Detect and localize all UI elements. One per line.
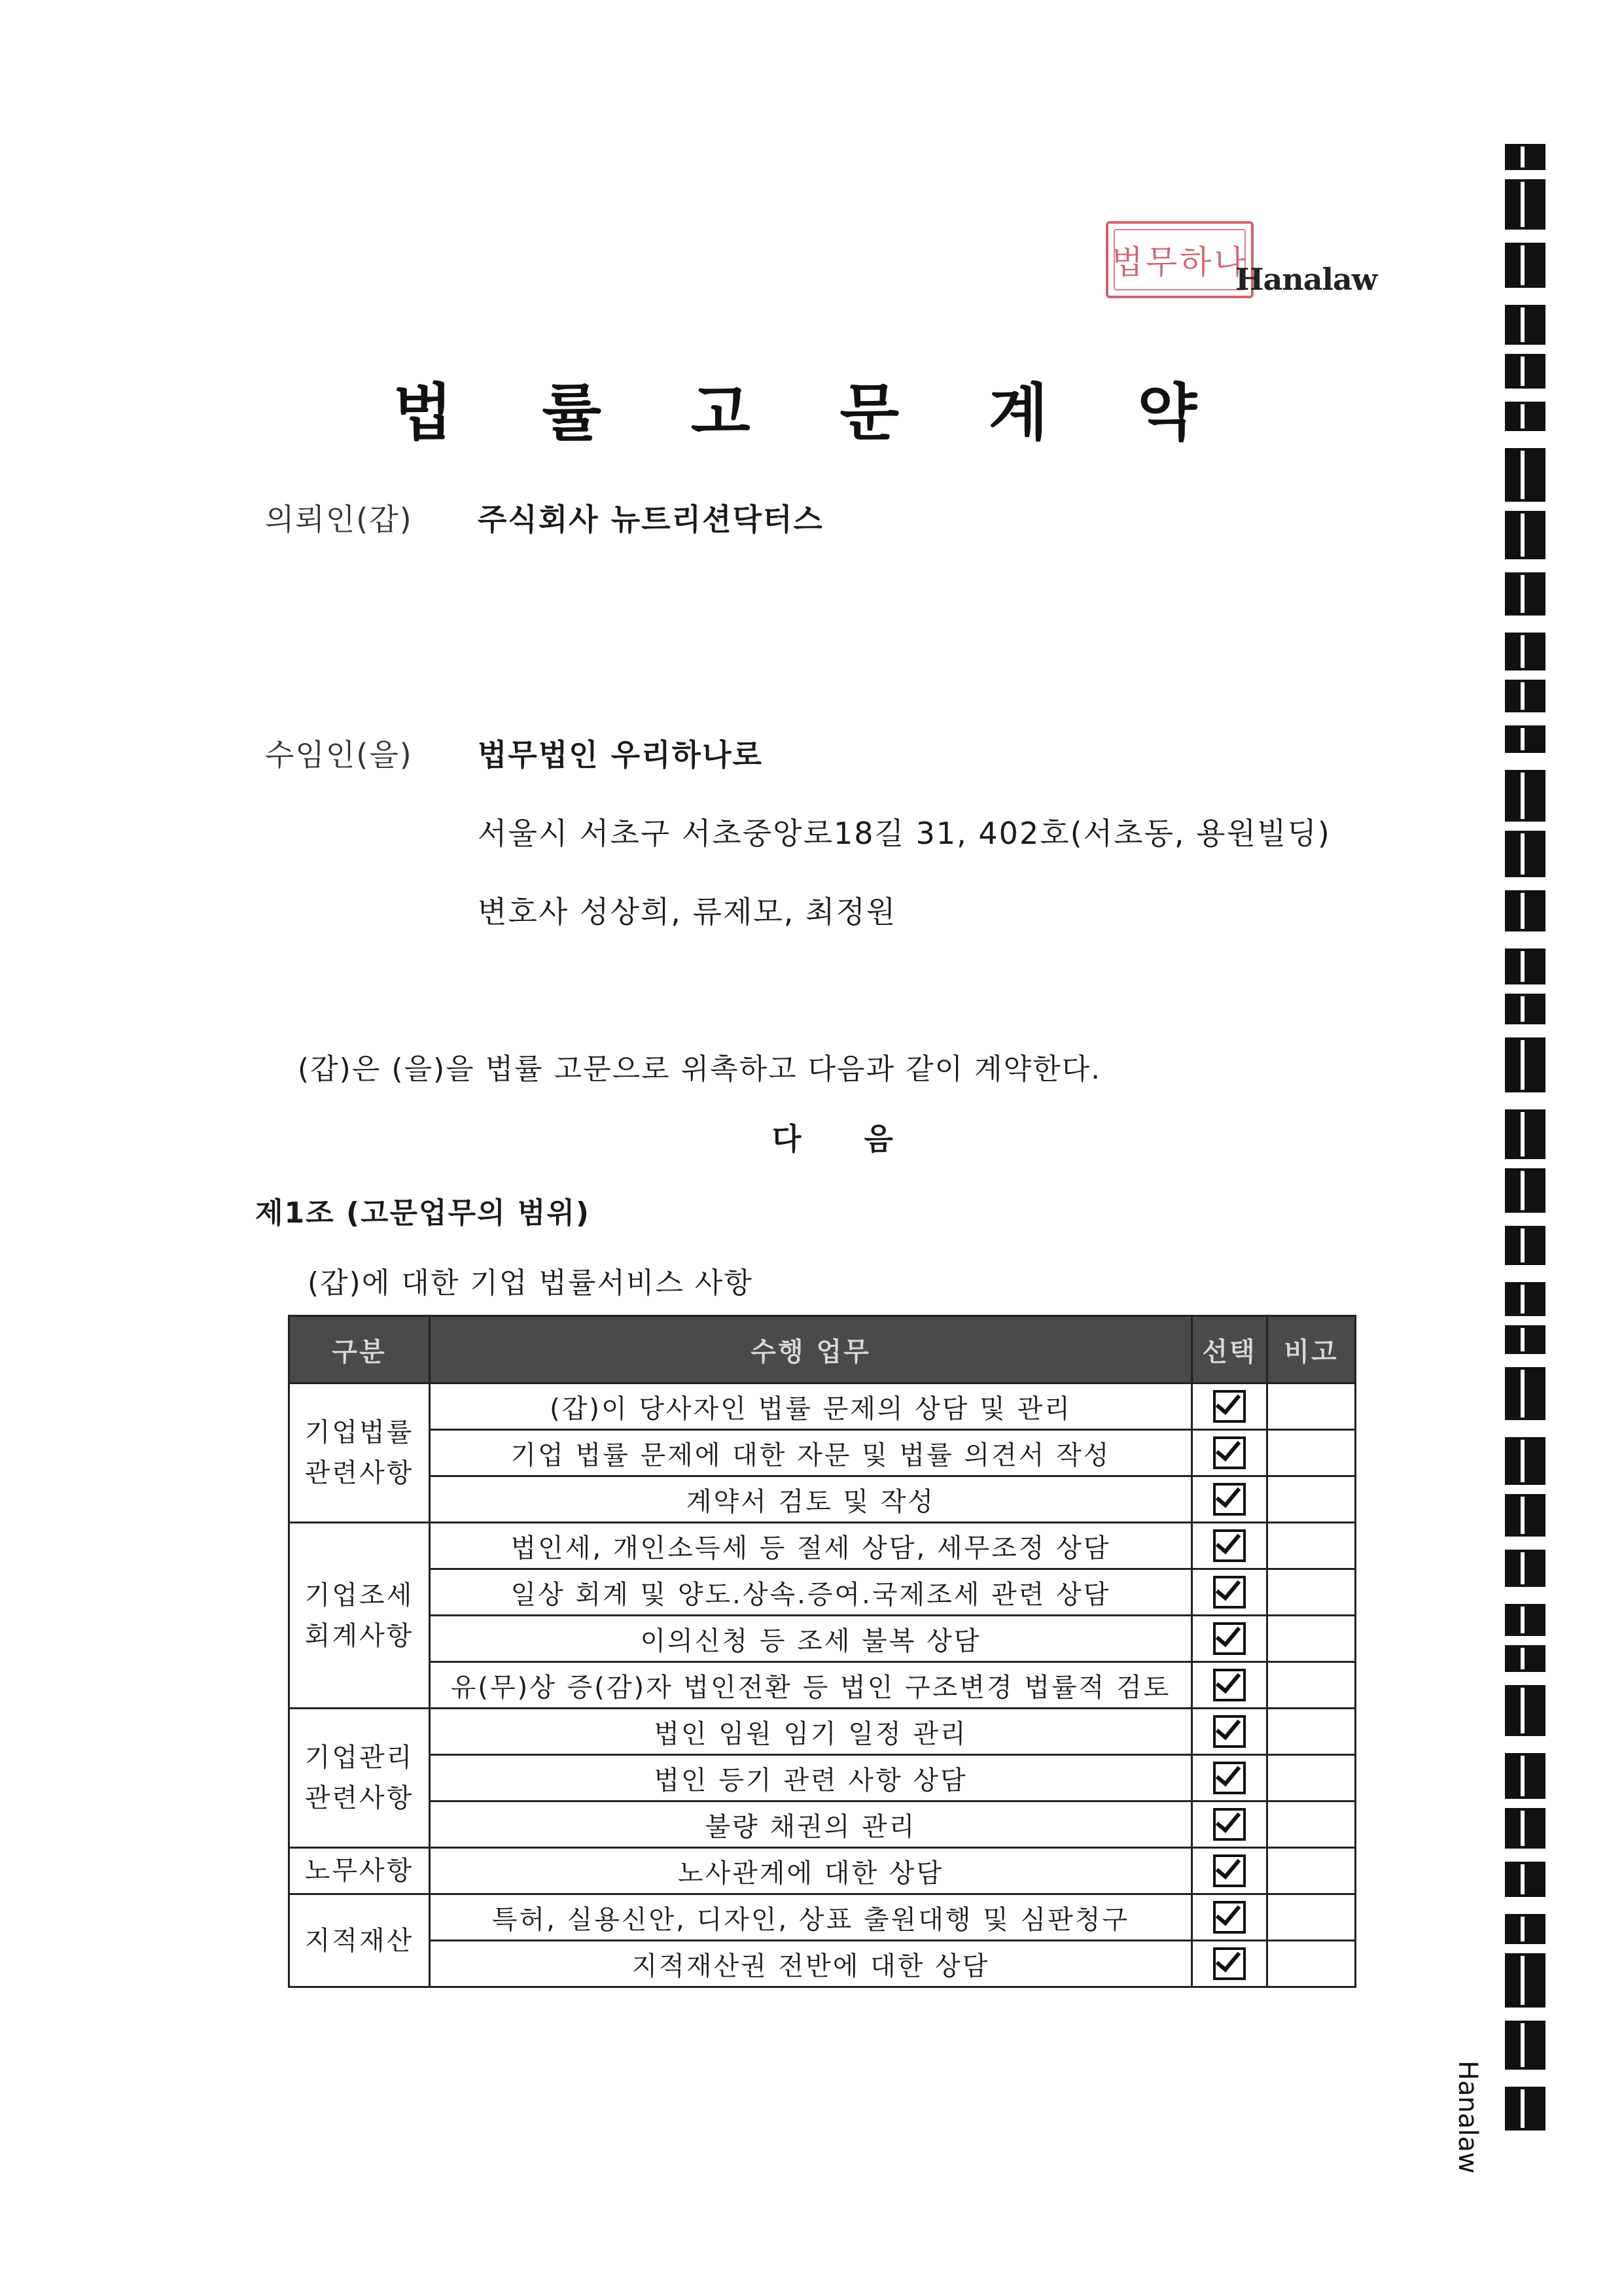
strip-gap [1521,2023,1525,2067]
strip-block [1505,511,1545,559]
strip-block [1505,994,1545,1024]
strip-block [1505,402,1545,431]
table-header-row [289,1316,1356,1383]
remark-cell [1267,1755,1356,1801]
strip-gap [1521,575,1525,613]
select-cell [1192,1801,1267,1848]
task-cell: 특허, 실용신안, 디자인, 상표 출원대행 및 심판청구 [430,1894,1192,1941]
strip-gap [1521,833,1525,875]
select-cell [1192,1755,1267,1801]
category-line: 기업관리 [304,1743,414,1773]
table-row [289,1755,1356,1801]
table-row [289,1383,1356,1430]
checkbox-checked-icon[interactable] [1213,1576,1246,1609]
header-select: 선택 [1192,1316,1267,1383]
select-cell [1192,1430,1267,1476]
remark-cell [1267,1801,1356,1848]
strip-block [1505,948,1545,984]
strip-block [1505,1953,1545,2008]
strip-gap [1521,1112,1525,1157]
strip-gap [1521,307,1525,342]
article-1-title: 제1조 (고문업무의 범위) [255,1196,591,1230]
remark-cell [1267,1523,1356,1569]
task-cell: 법인세, 개인소득세 등 절세 상담, 세무조정 상담 [430,1523,1192,1569]
strip-block [1505,1109,1545,1159]
brand-logo: Hanalaw [1235,262,1377,297]
strip-block [1505,1604,1545,1636]
select-cell [1192,1523,1267,1569]
strip-gap [1521,1648,1525,1669]
strip-gap [1521,1370,1525,1418]
table-row [289,1616,1356,1662]
strip-gap [1521,682,1525,710]
remark-cell [1267,1894,1356,1941]
remark-cell [1267,1476,1356,1523]
table-row [289,1801,1356,1848]
strip-gap [1521,996,1525,1022]
checkbox-checked-icon[interactable] [1213,1762,1246,1794]
task-cell: 계약서 검토 및 작성 [430,1476,1192,1523]
strip-block [1505,1685,1545,1736]
strip-block [1505,1168,1545,1213]
contractor-address: 서울시 서초구 서초중앙로18길 31, 402호(서초동, 용원빌딩) [478,816,1331,851]
strip-block [1505,2021,1545,2070]
remark-cell [1267,1941,1356,1987]
strip-block [1505,1367,1545,1420]
strip-block [1505,354,1545,389]
table-row [289,1894,1356,1941]
strip-block [1505,1645,1545,1672]
strip-gap [1521,1864,1525,1894]
strip-block [1505,725,1545,753]
checkbox-checked-icon[interactable] [1213,1622,1246,1655]
strip-block [1505,1037,1545,1092]
seal-text: 법무하나 [1111,243,1248,281]
strip-gap [1521,1756,1525,1796]
task-cell: 법인 임원 임기 일정 관리 [430,1709,1192,1755]
select-cell [1192,1941,1267,1987]
strip-block [1505,1753,1545,1799]
checkbox-checked-icon[interactable] [1213,1436,1246,1469]
strip-block [1505,572,1545,616]
select-cell [1192,1616,1267,1662]
client-name: 주식회사 뉴트리션닥터스 [478,502,824,537]
strip-gap [1521,1497,1525,1534]
strip-gap [1521,635,1525,668]
remark-cell [1267,1662,1356,1709]
task-cell: 유(무)상 증(감)자 법인전환 등 법인 구조변경 법률적 검토 [430,1662,1192,1709]
select-cell [1192,1662,1267,1709]
service-scope-table [288,1315,1356,1988]
header-category: 구분 [289,1316,430,1383]
category-line: 관련사항 [304,1783,414,1813]
strip-block [1505,448,1545,502]
header-remark: 비고 [1267,1316,1356,1383]
category-cell [289,1848,430,1894]
category-line: 지적재산 [304,1925,414,1956]
strip-block [1505,680,1545,712]
select-cell [1192,1709,1267,1755]
strip-gap [1521,513,1525,557]
task-cell: 이의신청 등 조세 불복 상담 [430,1616,1192,1662]
task-cell: 법인 등기 관련 사항 상담 [430,1755,1192,1801]
checkbox-checked-icon[interactable] [1213,1483,1246,1516]
strip-gap [1521,1956,1525,2005]
strip-gap [1521,1171,1525,1210]
task-cell: 기업 법률 문제에 대한 자문 및 법률 의견서 작성 [430,1430,1192,1476]
strip-gap [1521,1917,1525,1941]
strip-gap [1521,2089,1525,2128]
table-row [289,1523,1356,1569]
checkbox-checked-icon[interactable] [1213,1669,1246,1701]
article-1-subtitle: (갑)에 대한 기업 법률서비스 사항 [308,1266,753,1300]
strip-gap [1521,728,1525,750]
select-cell [1192,1383,1267,1430]
remark-cell [1267,1616,1356,1662]
category-line: 기업조세 [304,1580,414,1610]
strip-block [1505,2087,1545,2131]
checkbox-checked-icon[interactable] [1213,1901,1246,1934]
strip-gap [1521,182,1525,227]
strip-gap [1521,1688,1525,1733]
remark-cell [1267,1848,1356,1894]
strip-block [1505,890,1545,931]
strip-block [1505,179,1545,230]
checkbox-checked-icon[interactable] [1213,1854,1246,1887]
remark-cell [1267,1430,1356,1476]
strip-block [1505,1808,1545,1849]
strip-gap [1521,147,1525,167]
strip-gap [1521,1552,1525,1584]
category-cell [289,1523,430,1709]
table-row [289,1569,1356,1616]
strip-block [1505,1550,1545,1587]
strip-gap [1521,404,1525,428]
select-cell [1192,1848,1267,1894]
category-line: 회계사항 [304,1620,414,1651]
contract-intro: (갑)은 (을)을 법률 고문으로 위촉하고 다음과 같이 계약한다. [298,1052,1102,1086]
remark-cell [1267,1383,1356,1430]
category-line: 관련사항 [304,1458,414,1488]
side-watermark: Hanalaw [1453,2061,1483,2174]
table-row [289,1941,1356,1987]
checkbox-checked-icon[interactable] [1213,1808,1246,1841]
strip-block [1505,144,1545,170]
strip-gap [1521,1285,1525,1313]
task-cell: 노사관계에 대한 상담 [430,1848,1192,1894]
strip-gap [1521,773,1525,819]
strip-block [1505,1437,1545,1485]
table-row [289,1476,1356,1523]
strip-gap [1521,1328,1525,1351]
header-task: 수행 업무 [430,1316,1192,1383]
strip-gap [1521,1228,1525,1262]
scan-binding-strip [1505,144,1545,2146]
remark-cell [1267,1569,1356,1616]
strip-block [1505,831,1545,877]
strip-gap [1521,951,1525,982]
strip-block [1505,1862,1545,1897]
select-cell [1192,1569,1267,1616]
law-firm-seal [1106,221,1254,298]
strip-block [1505,1914,1545,1944]
contractor-label: 수임인(을) [265,737,413,773]
select-cell [1192,1894,1267,1941]
strip-gap [1521,357,1525,386]
checkbox-checked-icon[interactable] [1213,1390,1246,1423]
table-row [289,1430,1356,1476]
checkbox-checked-icon[interactable] [1213,1715,1246,1748]
strip-block [1505,633,1545,670]
page-title: 법 률 고 문 계 약 [393,377,1231,449]
strip-block [1505,1282,1545,1316]
strip-gap [1521,1811,1525,1846]
checkbox-checked-icon[interactable] [1213,1947,1246,1980]
note-heading: 다 음 [772,1121,919,1157]
strip-gap [1521,245,1525,285]
table-row [289,1709,1356,1755]
strip-block [1505,243,1545,288]
strip-block [1505,770,1545,822]
strip-block [1505,1226,1545,1265]
table-row [289,1848,1356,1894]
task-cell: (갑)이 당사자인 법률 문제의 상담 및 관리 [430,1383,1192,1430]
remark-cell [1267,1709,1356,1755]
client-label: 의뢰인(갑) [265,502,413,537]
strip-gap [1521,451,1525,499]
checkbox-checked-icon[interactable] [1213,1529,1246,1562]
task-cell: 지적재산권 전반에 대한 상담 [430,1941,1192,1987]
category-line: 기업법률 [304,1418,414,1448]
strip-gap [1521,893,1525,929]
select-cell [1192,1476,1267,1523]
strip-block [1505,1325,1545,1354]
strip-block [1505,1494,1545,1537]
category-cell [289,1383,430,1523]
contractor-name: 법무법인 우리하나로 [478,737,763,773]
category-cell [289,1894,430,1987]
strip-block [1505,305,1545,345]
category-line: 노무사항 [304,1856,414,1886]
task-cell: 불량 채권의 관리 [430,1801,1192,1848]
category-cell [289,1709,430,1848]
task-cell: 일상 회계 및 양도.상속.증여.국제조세 관련 상담 [430,1569,1192,1616]
contractor-lawyers: 변호사 성상희, 류제모, 최정원 [478,894,897,930]
strip-gap [1521,1440,1525,1482]
strip-gap [1521,1607,1525,1633]
table-row [289,1662,1356,1709]
strip-gap [1521,1040,1525,1090]
